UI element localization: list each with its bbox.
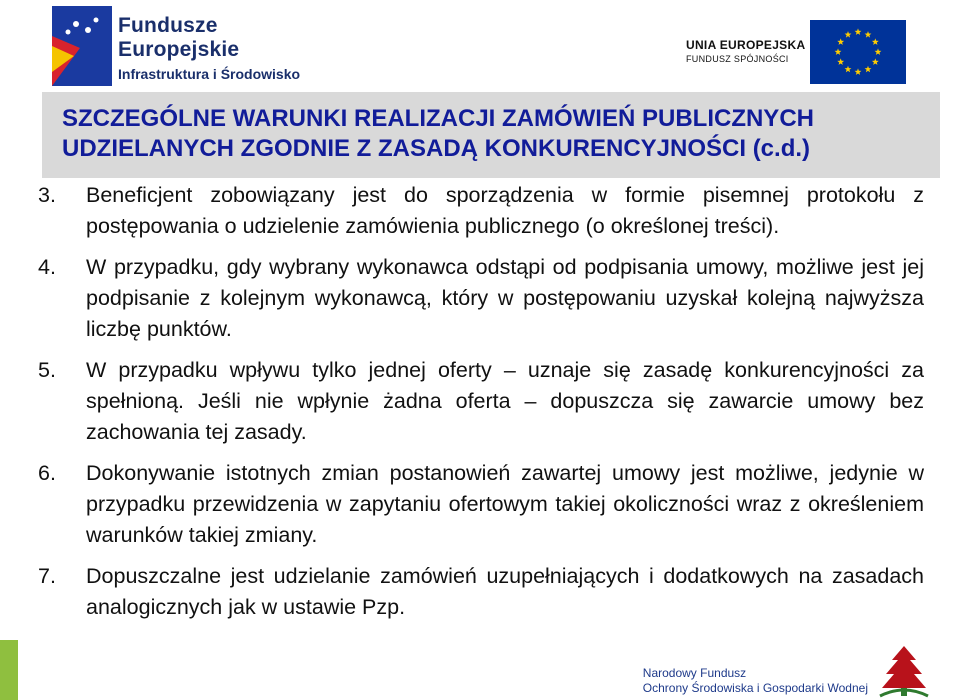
eu-logo-line2: FUNDUSZ SPÓJNOŚCI [686, 54, 789, 64]
numbered-list [38, 180, 924, 633]
eu-flag-icon [810, 20, 906, 84]
list-item-number: 7. [38, 564, 56, 588]
corner-decoration [0, 640, 18, 700]
header [0, 0, 960, 92]
list-item [38, 561, 924, 623]
list-item-text: Dokonywanie istotnych zmian postanowień zawartej umowy jest możliwe, jedynie w przypadku przewidzenia w zapytaniu ofertowym takiej okoliczności wraz z określeniem warunków takiej zmiany. [86, 461, 924, 547]
tree-emblem-icon [872, 640, 936, 700]
fundusze-europejskie-logo [52, 6, 312, 86]
nfosigw-logo-text [643, 666, 868, 696]
fe-logo-text [118, 14, 300, 82]
page-title-line2: UDZIELANYCH ZGODNIE Z ZASADĄ KONKURENCYJNOŚCI (c.d.) [62, 135, 811, 162]
eu-logo-text [686, 38, 805, 64]
list-item-number: 5. [38, 358, 56, 382]
fe-logo-line2: Europejskie [118, 38, 240, 61]
fe-logo-line3: Infrastruktura i Środowisko [118, 66, 301, 82]
page-title [62, 104, 932, 164]
list-item-text: W przypadku wpływu tylko jednej oferty – uznaje się zasadę konkurencyjności za spełnioną. Jeśli nie wpłynie żadna oferta – dopuszcza się zawarcie umowy bez zachowania tej zasady. [86, 358, 924, 444]
fe-flag-icon [52, 6, 112, 86]
nfosigw-logo-line1: Narodowy Fundusz [642, 666, 747, 680]
list-item-text: Beneficjent zobowiązany jest do sporządzenia w formie pisemnej protokołu z postępowania o udzielenie zamówienia publicznego (o określonej treści). [86, 183, 924, 238]
list-item [38, 355, 924, 448]
list-item-number: 6. [38, 461, 56, 485]
page-title-line1: SZCZEGÓLNE WARUNKI REALIZACJI ZAMÓWIEŃ PUBLICZNYCH [62, 105, 814, 132]
eu-logo-line1: UNIA EUROPEJSKA [686, 38, 806, 52]
nfosigw-logo [640, 640, 940, 700]
list-item [38, 458, 924, 551]
nfosigw-logo-line2: Ochrony Środowiska i Gospodarki Wodnej [642, 681, 868, 695]
list-item [38, 180, 924, 242]
list-item-text: Dopuszczalne jest udzielanie zamówień uzupełniających i dodatkowych na zasadach analogicznych jak w ustawie Pzp. [86, 564, 924, 619]
list-item-number: 4. [38, 255, 56, 279]
list-item-number: 3. [38, 183, 56, 207]
list-item-text: W przypadku, gdy wybrany wykonawca odstąpi od podpisania umowy, możliwe jest jej podpisanie z kolejnym wykonawcą, który w postępowaniu uzyskał kolejną najwyższa liczbę punktów. [86, 255, 924, 341]
list-item [38, 252, 924, 345]
fe-logo-line1: Fundusze [118, 14, 218, 37]
